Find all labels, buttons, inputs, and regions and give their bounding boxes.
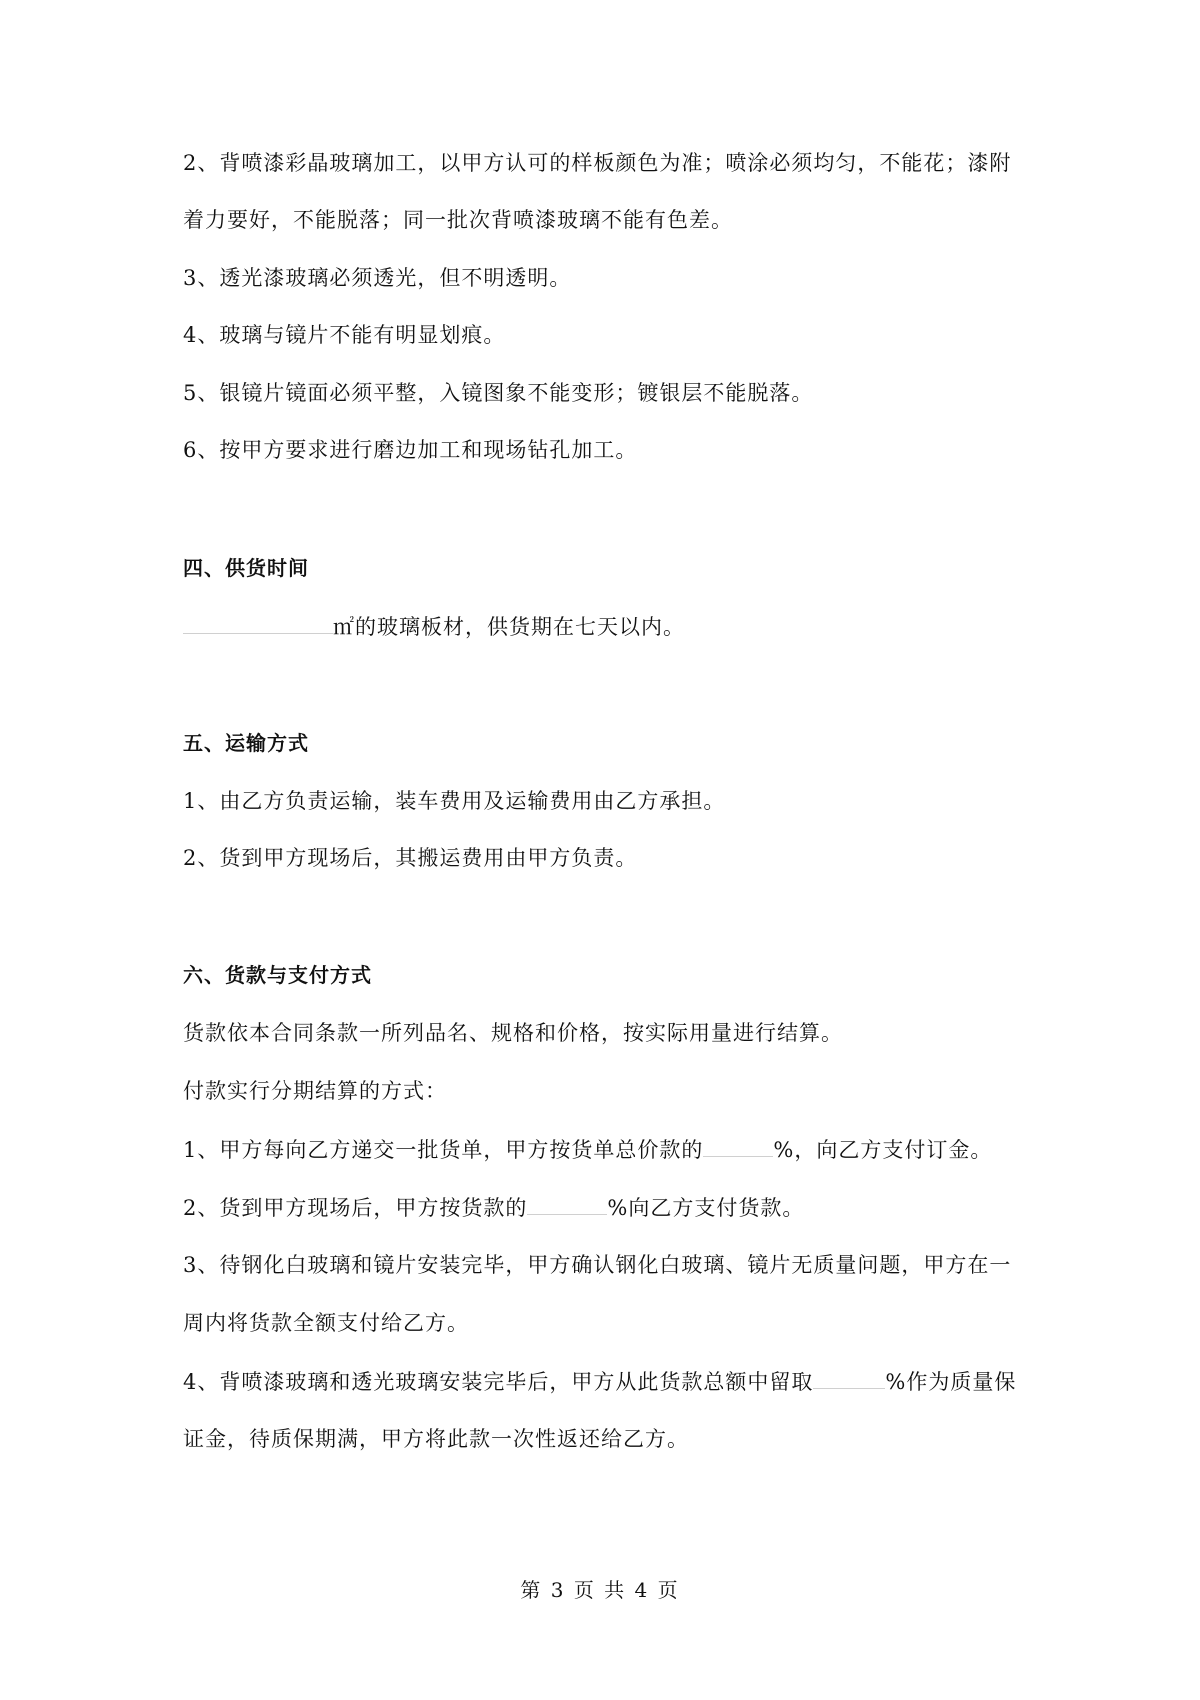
payment-item-1-prefix: 1、甲方每向乙方递交一批货单，甲方按货单总价款的 xyxy=(183,1138,704,1162)
payment-item-2 xyxy=(183,1192,1023,1223)
quality-item-2-line-1: 2、背喷漆彩晶玻璃加工，以甲方认可的样板颜色为准；喷涂必须均匀，不能花；漆附 xyxy=(183,151,1012,175)
payment-item-1-suffix: %，向乙方支付订金。 xyxy=(773,1138,993,1162)
page-number-footer: 第 3 页 共 4 页 xyxy=(520,1578,680,1602)
quality-item-2-line-2: 着力要好，不能脱落；同一批次背喷漆玻璃不能有色差。 xyxy=(183,208,733,232)
retention-percent-blank[interactable] xyxy=(813,1366,885,1389)
quantity-blank-field[interactable] xyxy=(183,611,333,634)
transport-item-1: 1、由乙方负责运输，装车费用及运输费用由乙方承担。 xyxy=(183,789,726,813)
payment-item-4-suffix: %作为质量保 xyxy=(885,1370,1017,1394)
quality-item-4: 4、玻璃与镜片不能有明显划痕。 xyxy=(183,323,506,347)
quality-item-6: 6、按甲方要求进行磨边加工和现场钻孔加工。 xyxy=(183,438,638,462)
payment-item-4-line-2: 证金，待质保期满，甲方将此款一次性返还给乙方。 xyxy=(183,1427,689,1451)
transport-item-2: 2、货到甲方现场后，其搬运费用由甲方负责。 xyxy=(183,846,638,870)
payment-percent-blank[interactable] xyxy=(527,1192,607,1215)
quality-item-5: 5、银镜片镜面必须平整，入镜图象不能变形；镀银层不能脱落。 xyxy=(183,381,814,405)
payment-item-2-prefix: 2、货到甲方现场后，甲方按货款的 xyxy=(183,1196,528,1220)
quality-item-3: 3、透光漆玻璃必须透光，但不明透明。 xyxy=(183,266,572,290)
supply-time-text xyxy=(183,611,1023,642)
payment-item-4-line-1 xyxy=(183,1366,1023,1397)
section-heading-supply-time: 四、供货时间 xyxy=(183,556,309,580)
deposit-percent-blank[interactable] xyxy=(703,1134,773,1157)
supply-time-sentence: ㎡的玻璃板材，供货期在七天以内。 xyxy=(333,615,685,639)
payment-item-1 xyxy=(183,1134,1023,1165)
payment-item-4-prefix: 4、背喷漆玻璃和透光玻璃安装完毕后，甲方从此货款总额中留取 xyxy=(183,1370,814,1394)
payment-method: 付款实行分期结算的方式： xyxy=(183,1079,447,1103)
section-heading-payment: 六、货款与支付方式 xyxy=(183,963,372,987)
payment-intro: 货款依本合同条款一所列品名、规格和价格，按实际用量进行结算。 xyxy=(183,1021,843,1045)
payment-item-3-line-2: 周内将货款全额支付给乙方。 xyxy=(183,1311,469,1335)
payment-item-3-line-1: 3、待钢化白玻璃和镜片安装完毕，甲方确认钢化白玻璃、镜片无质量问题，甲方在一 xyxy=(183,1253,1012,1277)
payment-item-2-suffix: %向乙方支付货款。 xyxy=(607,1196,805,1220)
section-heading-transport: 五、运输方式 xyxy=(183,731,309,755)
